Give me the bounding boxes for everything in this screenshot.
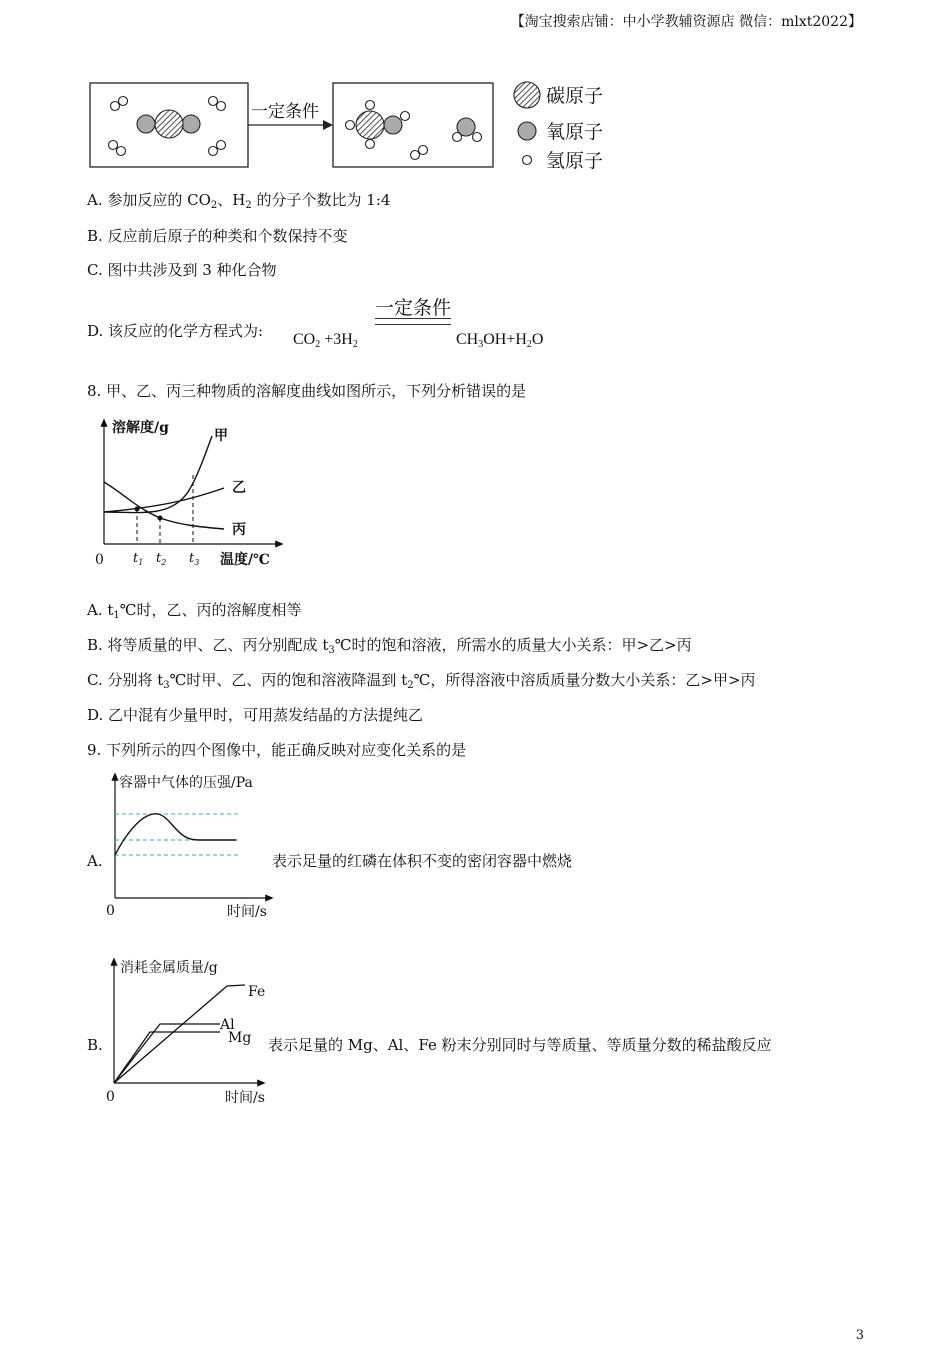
pressure-chart — [100, 768, 280, 923]
origin-label: 0 — [95, 552, 104, 568]
svg-text:碳原子: 碳原子 — [546, 85, 604, 107]
h2o-molecule — [453, 118, 482, 142]
curve-fe — [114, 985, 245, 1083]
curve-al — [114, 1024, 220, 1083]
co2-molecule — [137, 110, 200, 138]
q9-option-b-label: B. — [87, 1036, 103, 1054]
series-label-bing: 丙 — [232, 522, 246, 538]
y-axis-label: 容器中气体的压强/Pa — [119, 775, 253, 791]
reference-lines — [115, 814, 240, 855]
series-label-yi: 乙 — [232, 480, 246, 496]
q9-option-a-desc: 表示足量的红磷在体积不变的密闭容器中燃烧 — [272, 852, 573, 870]
tick-t1: $t_1$ — [133, 551, 144, 567]
curve-yi — [104, 488, 224, 512]
series-label-fe: Fe — [248, 984, 266, 1000]
q8-option-c: C. 分别将 $t_3℃$时甲、乙、丙的饱和溶液降温到 $t_2℃$，所得溶液中溶质质量分数大小关系：乙>甲>丙 — [87, 671, 756, 691]
q9-option-a-label: A. — [87, 852, 103, 870]
reaction-diagram — [85, 75, 625, 175]
intersection-point — [135, 507, 140, 512]
equation-reactants: $CO_2 +3H_2$ — [293, 331, 358, 350]
x-axis-label: 时间/s — [227, 904, 267, 920]
y-axis-label: 溶解度/g — [112, 420, 169, 436]
series-label-mg: Mg — [228, 1030, 252, 1046]
origin-label: 0 — [106, 1089, 115, 1105]
svg-text:氧原子: 氧原子 — [546, 121, 604, 143]
equals-sign — [375, 318, 451, 325]
curve-mg — [114, 1032, 220, 1083]
q8-option-d: D. 乙中混有少量甲时，可用蒸发结晶的方法提纯乙 — [87, 706, 424, 724]
q8-stem: 8. 甲、乙、丙三种物质的溶解度曲线如图所示，下列分析错误的是 — [87, 382, 527, 400]
legend-carbon — [514, 82, 603, 108]
tick-t2: $t_2$ — [156, 551, 167, 567]
series-label-jia: 甲 — [214, 428, 228, 444]
curve-jia — [104, 436, 212, 513]
svg-text:氢原子: 氢原子 — [546, 150, 604, 172]
q8-option-a: A. $t_1℃$时，乙、丙的溶解度相等 — [87, 601, 302, 621]
origin-label: 0 — [106, 903, 115, 919]
equation-condition: 一定条件 — [375, 297, 452, 319]
equation-products: $CH_3OH+H_2O$ — [456, 331, 544, 350]
legend-hydrogen — [523, 150, 604, 172]
metal-mass-chart — [100, 953, 275, 1108]
pressure-curve — [115, 814, 236, 855]
x-axis-label: 温度/℃ — [220, 552, 270, 568]
q7-option-c: C. 图中共涉及到 3 种化合物 — [87, 261, 277, 279]
ch3oh-molecule — [346, 101, 410, 149]
series-label-al: Al — [220, 1017, 235, 1033]
q7-option-a: A. 参加反应的 $CO_2$、$H_2$ 的分子个数比为 1:4 — [87, 191, 391, 211]
tick-t3: $t_3$ — [189, 551, 200, 567]
q8-option-b: B. 将等质量的甲、乙、丙分别配成 $t_3℃$时的饱和溶液，所需水的质量大小关系：甲>乙>丙 — [87, 636, 692, 656]
x-axis-label: 时间/s — [225, 1090, 265, 1106]
q9-stem: 9. 下列所示的四个图像中，能正确反映对应变化关系的是 — [87, 741, 467, 759]
intersection-point — [158, 516, 163, 521]
legend-oxygen — [518, 121, 603, 143]
q9-option-b-desc: 表示足量的 Mg、Al、Fe 粉末分别同时与等质量、等质量分数的稀盐酸反应 — [268, 1036, 772, 1054]
page-number: 3 — [855, 1328, 864, 1343]
q7-option-b: B. 反应前后原子的种类和个数保持不变 — [87, 227, 348, 245]
q7-option-d-label: D. 该反应的化学方程式为: — [87, 322, 264, 340]
solubility-chart — [90, 412, 290, 572]
y-axis-label: 消耗金属质量/g — [120, 960, 218, 976]
curve-bing — [104, 482, 224, 529]
arrow-label: 一定条件 — [251, 102, 319, 122]
h2-molecule — [411, 146, 428, 160]
page-header: 【淘宝搜索店铺：中小学教辅资源店 微信：mlxt2022】 — [510, 14, 862, 30]
